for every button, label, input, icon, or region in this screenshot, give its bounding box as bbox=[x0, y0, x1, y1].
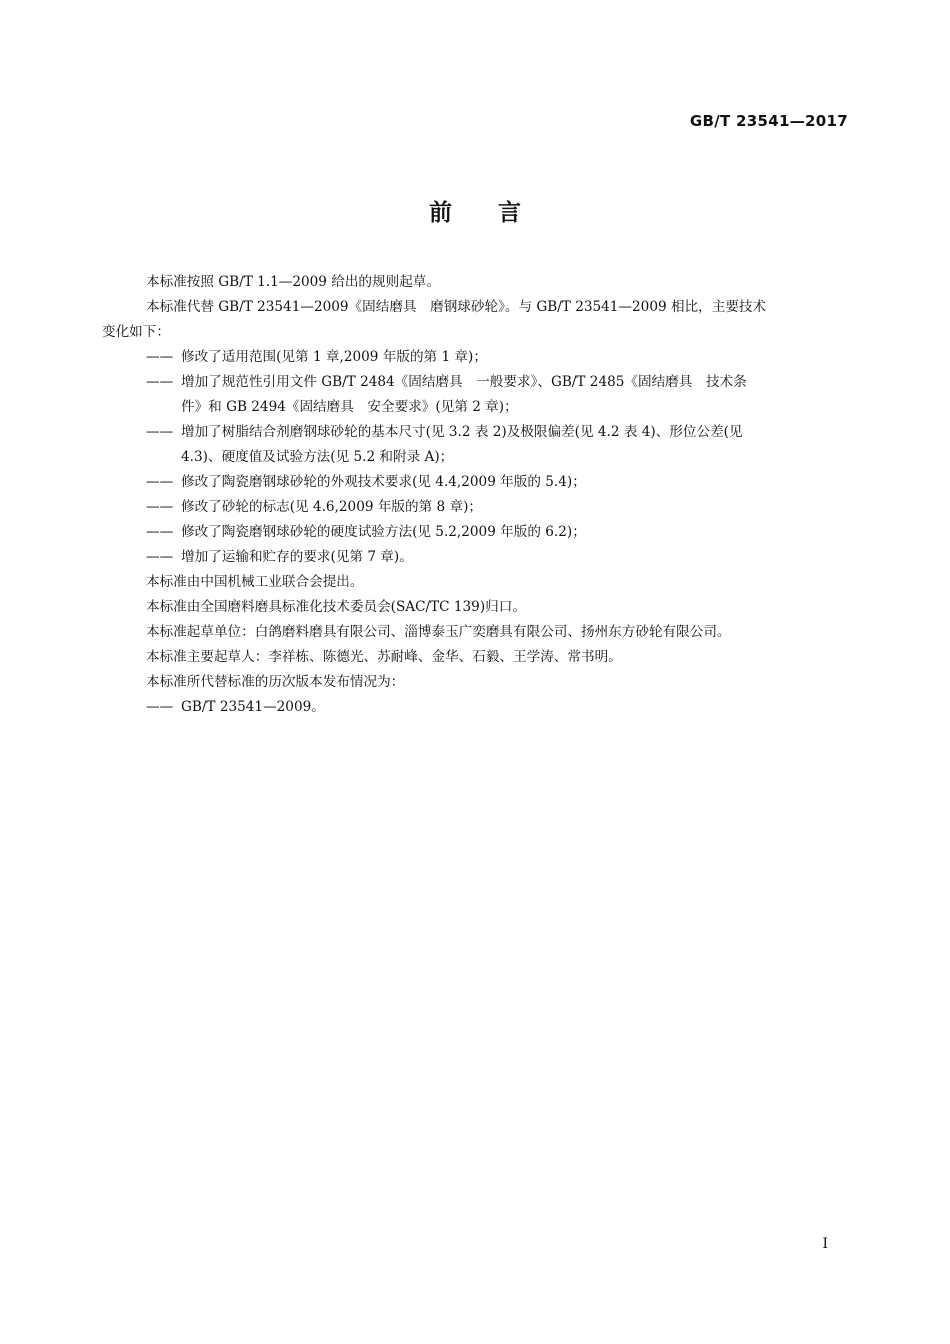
dash-marker: —— bbox=[146, 549, 174, 565]
list-item bbox=[102, 345, 850, 370]
list-item-text: 修改了陶瓷磨钢球砂轮的外观技术要求(见 4.4,2009 年版的 5.4)； bbox=[181, 474, 586, 490]
dash-marker: —— bbox=[146, 374, 174, 390]
list-item-text: 修改了适用范围(见第 1 章,2009 年版的第 1 章)； bbox=[181, 349, 487, 365]
paragraph-replacement: 本标准代替 GB/T 23541—2009《固结磨具 磨钢球砂轮》。与 GB/T 23541—2009 相比，主要技术 bbox=[146, 299, 767, 315]
list-item bbox=[102, 370, 850, 395]
paragraph-drafters: 本标准主要起草人：李祥栋、陈德光、苏耐峰、金华、石毅、王学涛、常书明。 bbox=[146, 649, 622, 665]
dash-marker: —— bbox=[146, 349, 174, 365]
changes-list bbox=[102, 345, 850, 570]
page-title: 前 言 bbox=[429, 200, 521, 226]
paragraph-proposer: 本标准由中国机械工业联合会提出。 bbox=[146, 574, 364, 590]
list-item bbox=[102, 470, 850, 495]
paragraph-centralizer: 本标准由全国磨料磨具标准化技术委员会(SAC/TC 139)归口。 bbox=[146, 599, 526, 615]
list-item-text: 修改了陶瓷磨钢球砂轮的硬度试验方法(见 5.2,2009 年版的 6.2)； bbox=[181, 524, 586, 540]
list-item-continuation: 件》和 GB 2494《固结磨具 安全要求》(见第 2 章)； bbox=[181, 399, 518, 415]
dash-marker: —— bbox=[146, 424, 174, 440]
list-item bbox=[102, 520, 850, 545]
document-body bbox=[102, 270, 850, 720]
page-number: I bbox=[822, 1236, 828, 1252]
list-item-text: 增加了运输和贮存的要求(见第 7 章)。 bbox=[181, 549, 413, 565]
list-item-text: 增加了树脂结合剂磨钢球砂轮的基本尺寸(见 3.2 表 2)及极限偏差(见 4.2 表 4)、形位公差(见 bbox=[181, 424, 743, 440]
list-item-text: 增加了规范性引用文件 GB/T 2484《固结磨具 一般要求》、GB/T 2485《固结磨具 技术条 bbox=[181, 374, 747, 390]
dash-marker: —— bbox=[146, 524, 174, 540]
standard-code: GB/T 23541—2017 bbox=[689, 112, 848, 130]
list-item-text: GB/T 23541—2009。 bbox=[181, 699, 325, 715]
list-item-text: 修改了砂轮的标志(见 4.6,2009 年版的第 8 章)； bbox=[181, 499, 482, 515]
list-item-continuation: 4.3)、硬度值及试验方法(见 5.2 和附录 A)； bbox=[181, 449, 454, 465]
list-item bbox=[102, 495, 850, 520]
list-item bbox=[102, 420, 850, 445]
list-item-history bbox=[102, 695, 850, 720]
dash-marker: —— bbox=[146, 499, 174, 515]
paragraph-history-intro: 本标准所代替标准的历次版本发布情况为： bbox=[146, 674, 405, 690]
paragraph-drafting-units: 本标准起草单位：白鸽磨料磨具有限公司、淄博泰玉广奕磨具有限公司、扬州东方砂轮有限公司。 bbox=[146, 624, 731, 640]
paragraph-drafting-rules: 本标准按照 GB/T 1.1—2009 给出的规则起草。 bbox=[146, 274, 440, 290]
dash-marker: —— bbox=[146, 474, 174, 490]
paragraph-replacement-cont: 变化如下： bbox=[102, 324, 170, 340]
dash-marker: —— bbox=[146, 699, 174, 715]
list-item bbox=[102, 545, 850, 570]
